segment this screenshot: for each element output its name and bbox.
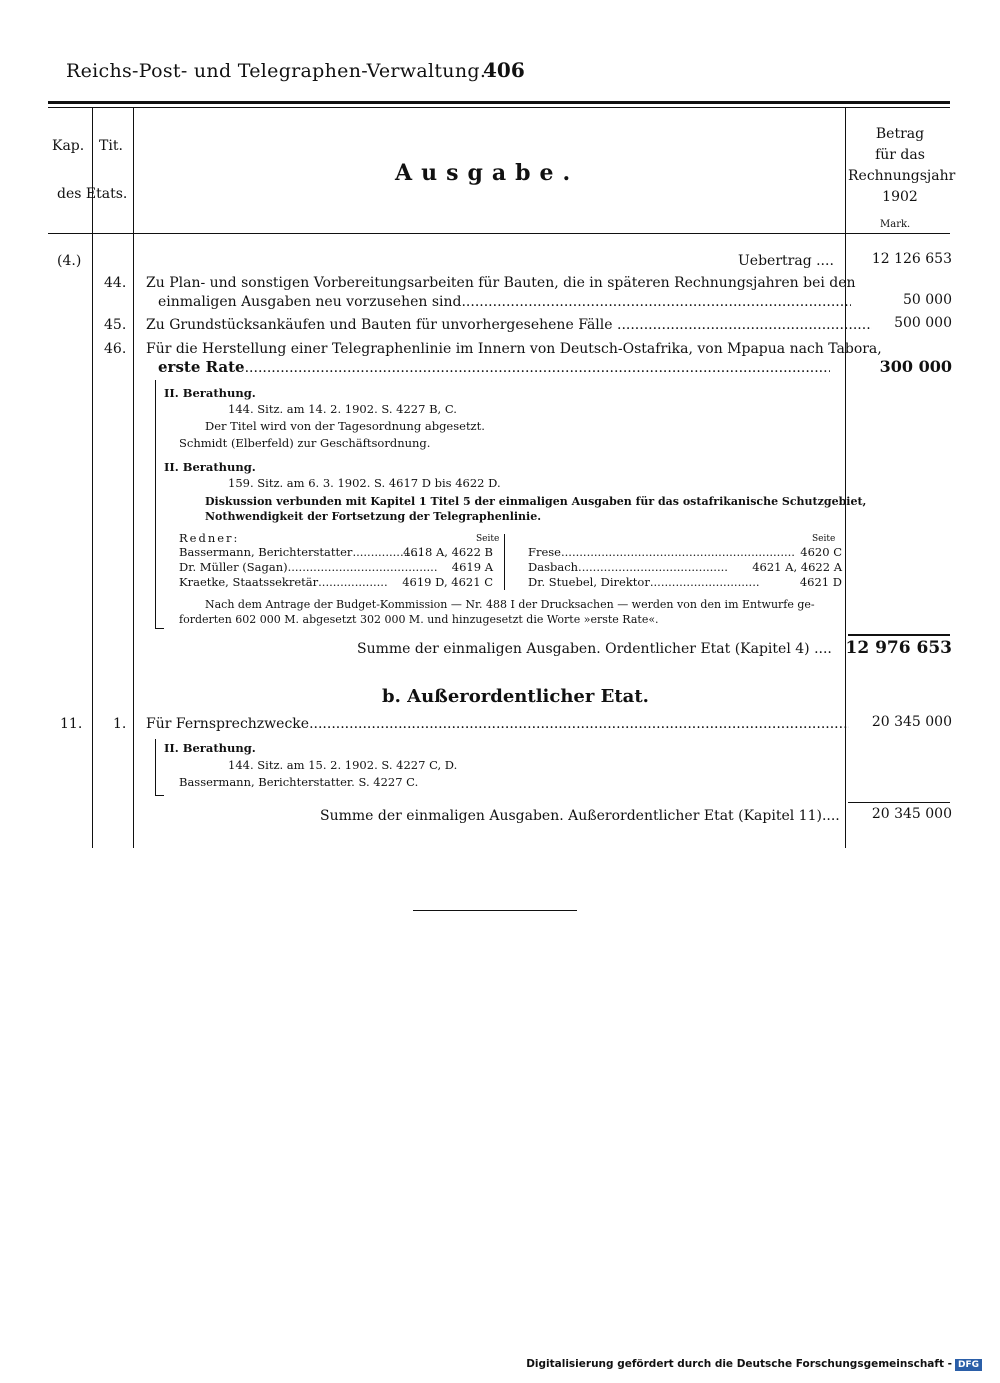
note11-ref: 144. Sitz. am 15. 2. 1902. S. 4227 C, D. bbox=[228, 758, 458, 772]
betrag-line-2: für das bbox=[875, 147, 925, 163]
tit-45-line bbox=[146, 315, 872, 336]
tit-44-line1: Zu Plan- und sonstigen Vorbereitungsarbeiten für Bauten, die in späteren Rechnungsjahren bei den bbox=[146, 275, 856, 291]
footer-credit bbox=[526, 1358, 982, 1371]
section-b-heading: b. Außerordentlicher Etat. bbox=[382, 686, 649, 707]
running-header: Reichs-Post- und Telegraphen-Verwaltung. bbox=[66, 60, 487, 82]
page-number: 406 bbox=[483, 58, 525, 82]
note-text-2b: Nothwendigkeit der Fortsetzung der Telegraphenlinie. bbox=[205, 510, 542, 523]
tit-44-line2 bbox=[158, 292, 838, 313]
unit-mark: Mark. bbox=[880, 219, 911, 230]
header-tit: Tit. bbox=[99, 138, 123, 154]
result-line-2: forderten 602 000 M. abgesetzt 302 000 M. und hinzugesetzt die Worte »erste Rate«. bbox=[179, 613, 659, 626]
top-rule-thin bbox=[48, 107, 950, 108]
speaker-right-2-page: 4621 A, 4622 A bbox=[752, 560, 842, 574]
kap-label-4: (4.) bbox=[57, 253, 82, 269]
sum-ordentlich-rule bbox=[848, 634, 950, 636]
col-divider-text-amount bbox=[845, 108, 846, 848]
sum-ordentlich-amount: 12 976 653 bbox=[845, 638, 952, 658]
note-ref-2: 159. Sitz. am 6. 3. 1902. S. 4617 D bis 4622 D. bbox=[228, 476, 501, 490]
sum-ausserordentlich-label: Summe der einmaligen Ausgaben. Außerordentlicher Etat (Kapitel 11).... bbox=[320, 808, 840, 824]
note-text-1: Der Titel wird von der Tagesordnung abgesetzt. bbox=[205, 419, 485, 433]
speaker-left-2-page: 4619 A bbox=[451, 560, 493, 574]
section-title: Ausgabe. bbox=[395, 160, 580, 186]
tit-46: 46. bbox=[104, 341, 127, 357]
tit-46-line2-text: erste Rate bbox=[158, 358, 245, 376]
tit-44-line2-text: einmaligen Ausgaben neu vorzusehen sind bbox=[158, 294, 462, 310]
fernsprech-line bbox=[146, 714, 849, 735]
sum-ausserordentlich-rule bbox=[848, 802, 950, 803]
dfg-logo: DFG bbox=[955, 1359, 982, 1371]
speaker-left-3-name: Kraetke, Staatssekretär bbox=[179, 575, 319, 589]
tit-46-line1: Für die Herstellung einer Telegraphenlinie im Innern von Deutsch-Ostafrika, von Mpapua nach Tabora, bbox=[146, 341, 882, 357]
tit-46-line2 bbox=[158, 357, 830, 379]
notes-bracket-46a bbox=[155, 380, 164, 629]
uebertrag-label: Uebertrag .... bbox=[738, 253, 834, 269]
tit-45: 45. bbox=[104, 317, 127, 333]
speaker-left-1 bbox=[179, 545, 493, 560]
speaker-left-1-name: Bassermann, Berichterstatter bbox=[179, 545, 353, 559]
tit-44: 44. bbox=[104, 275, 127, 291]
col-divider-tit-text bbox=[133, 108, 134, 848]
closing-rule bbox=[413, 910, 577, 911]
speaker-right-1-name: Frese bbox=[528, 545, 561, 559]
result-line-1: Nach dem Antrage der Budget-Kommission — Nr. 488 I der Drucksachen — werden von den im Entwurfe ge- bbox=[205, 598, 815, 611]
speaker-left-3-page: 4619 D, 4621 C bbox=[402, 575, 493, 589]
note-text-2a: Diskussion verbunden mit Kapitel 1 Titel 5 der einmaligen Ausgaben für das ostafrikanische Schutzgebiet, bbox=[205, 495, 867, 508]
note11-head bbox=[164, 741, 256, 756]
sum-ausserordentlich-amount: 20 345 000 bbox=[871, 806, 952, 822]
header-des-etats: des Etats. bbox=[57, 186, 128, 202]
note11-head-text: II. Berathung. bbox=[164, 741, 256, 755]
uebertrag-amount: 12 126 653 bbox=[871, 251, 952, 267]
footer-text: Digitalisierung gefördert durch die Deutsche Forschungsgemeinschaft - bbox=[526, 1358, 952, 1370]
seite-label-left: Seite bbox=[476, 534, 500, 544]
tit-45-text: Zu Grundstücksankäufen und Bauten für unvorhergesehene Fälle bbox=[146, 317, 613, 333]
speaker-right-2 bbox=[528, 560, 842, 575]
sum-ordentlich-label: Summe der einmaligen Ausgaben. Ordentlicher Etat (Kapitel 4) .... bbox=[357, 641, 832, 657]
speaker-right-2-name: Dasbach bbox=[528, 560, 579, 574]
tit-46-amount: 300 000 bbox=[879, 357, 952, 376]
speaker-right-1 bbox=[528, 545, 842, 560]
amount-column-header bbox=[848, 124, 956, 208]
betrag-line-1: Betrag bbox=[875, 126, 925, 142]
uebertrag-text: Uebertrag bbox=[738, 253, 812, 269]
fernsprech-amount: 20 345 000 bbox=[871, 714, 952, 730]
col-divider-kap-tit bbox=[92, 108, 93, 848]
sum-ausserordentlich-text: Summe der einmaligen Ausgaben. Außerordentlicher Etat (Kapitel 11) bbox=[320, 808, 822, 824]
notes-bracket-11 bbox=[155, 739, 164, 796]
tit-44-amount: 50 000 bbox=[903, 292, 952, 308]
speaker-right-3-name: Dr. Stuebel, Direktor bbox=[528, 575, 650, 589]
fernsprech-text: Für Fernsprechzwecke bbox=[146, 716, 310, 732]
note-head-2 bbox=[164, 460, 256, 475]
seite-label-right: Seite bbox=[812, 534, 836, 544]
note-text-1b: Schmidt (Elberfeld) zur Geschäftsordnung. bbox=[179, 436, 431, 450]
note-head-1 bbox=[164, 386, 256, 401]
note11-text: Bassermann, Berichterstatter. S. 4227 C. bbox=[179, 775, 419, 789]
header-rule bbox=[48, 233, 950, 234]
note-head-1-text: II. Berathung. bbox=[164, 386, 256, 400]
top-rule-thick bbox=[48, 101, 950, 104]
header-kap: Kap. bbox=[52, 138, 85, 154]
speaker-left-1-page: 4618 A, 4622 B bbox=[403, 545, 493, 559]
kap-11: 11. bbox=[60, 716, 83, 732]
tit-45-amount: 500 000 bbox=[894, 315, 952, 331]
note-ref-1: 144. Sitz. am 14. 2. 1902. S. 4227 B, C. bbox=[228, 402, 457, 416]
tit-1: 1. bbox=[113, 716, 127, 732]
sum-ordentlich-text: Summe der einmaligen Ausgaben. Ordentlicher Etat (Kapitel 4) bbox=[357, 641, 810, 657]
speaker-left-2-name: Dr. Müller (Sagan) bbox=[179, 560, 288, 574]
speaker-left-3 bbox=[179, 575, 493, 590]
betrag-line-3: Rechnungsjahr bbox=[848, 168, 956, 184]
redner-label: Redner: bbox=[179, 531, 240, 545]
speaker-right-1-page: 4620 C bbox=[800, 545, 842, 559]
speaker-right-3 bbox=[528, 575, 842, 590]
speaker-left-2 bbox=[179, 560, 493, 575]
note-head-2-text: II. Berathung. bbox=[164, 460, 256, 474]
speaker-divider bbox=[504, 534, 505, 590]
speaker-right-3-page: 4621 D bbox=[799, 575, 842, 589]
betrag-line-4: 1902 bbox=[882, 189, 918, 205]
